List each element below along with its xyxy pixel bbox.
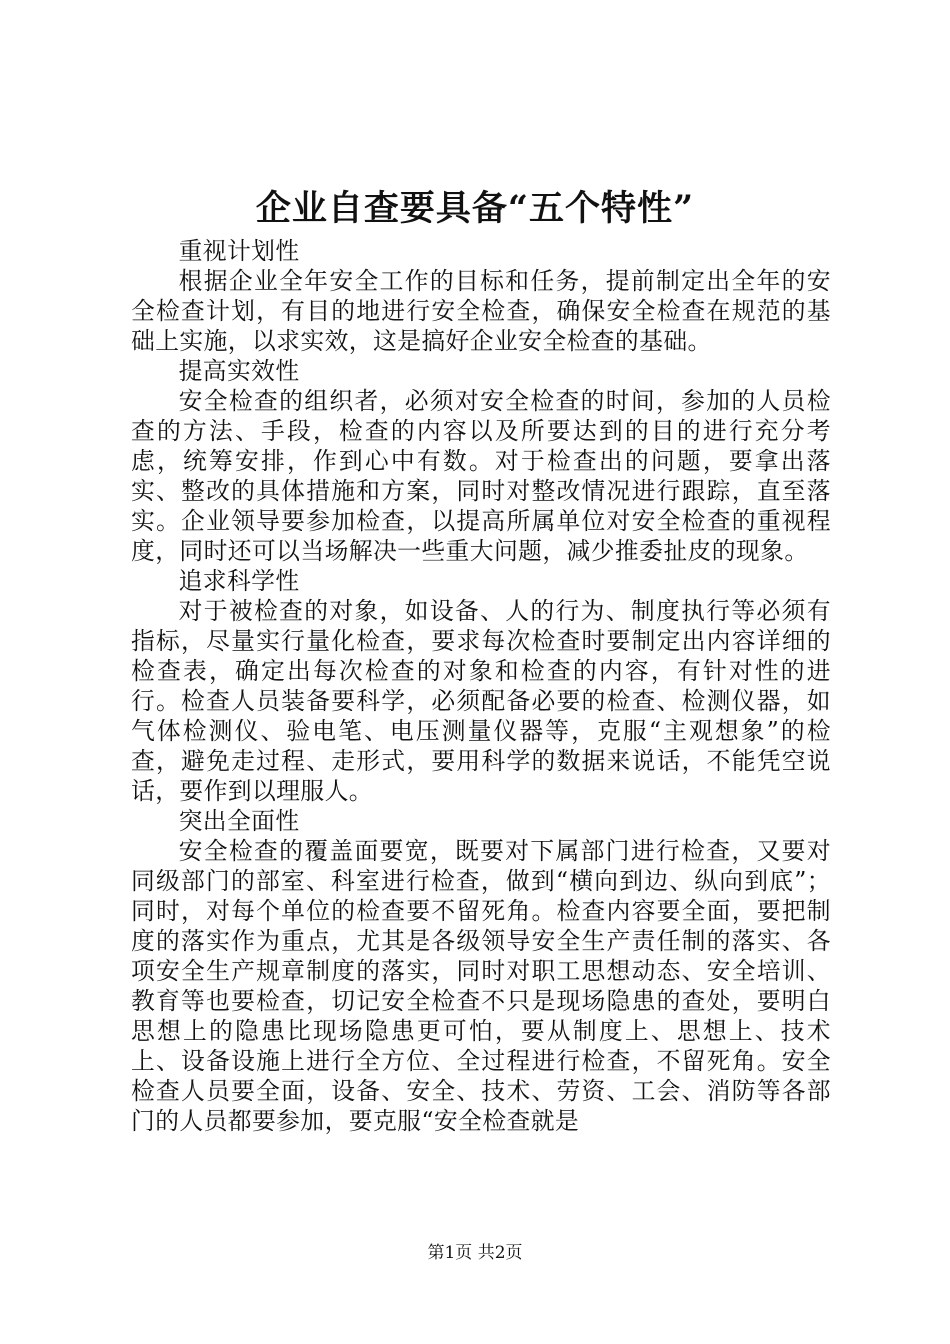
section-heading-effectiveness: 提高实效性 [178, 357, 300, 385]
page-number-footer: 第1页 共2页 [427, 1243, 523, 1263]
page-title: 企业自查要具备“五个特性” [255, 188, 695, 229]
paragraph-planning: 根据企业全年安全工作的目标和任务，提前制定出全年的安全检查计划，有目的地进行安全检查，确保安全检查在规范的基础上实施，以求实效，这是搞好企业安全检查的基础。 [131, 267, 831, 355]
section-heading-scientific: 追求科学性 [178, 567, 300, 595]
paragraph-effectiveness: 安全检查的组织者，必须对安全检查的时间，参加的人员检查的方法、手段，检查的内容以及所要达到的目的进行充分考虑，统筹安排，作到心中有数。对于检查出的问题，要拿出落实、整改的具体措施和方案，同时对整改情况进行跟踪，直至落实。企业领导要参加检查，以提高所属单位对安全检查的重视程度，同时还可以当场解决一些重大问题，减少推委扯皮的现象。 [131, 387, 831, 565]
paragraph-comprehensive: 安全检查的覆盖面要宽，既要对下属部门进行检查，又要对同级部门的部室、科室进行检查，做到“横向到边、纵向到底”；同时，对每个单位的检查要不留死角。检查内容要全面，要把制度的落实作为重点，尤其是各级领导安全生产责任制的落实、各项安全生产规章制度的落实，同时对职工思想动态、安全培训、教育等也要检查，切记安全检查不只是现场隐患的查处，要明白思想上的隐患比现场隐患更可怕，要从制度上、思想上、技术上、设备设施上进行全方位、全过程进行检查，不留死角。安全检查人员要全面，设备、安全、技术、劳资、工会、消防等各部门的人员都要参加，要克服“安全检查就是 [131, 837, 831, 1135]
paragraph-scientific: 对于被检查的对象，如设备、人的行为、制度执行等必须有指标，尽量实行量化检查，要求每次检查时要制定出内容详细的检查表，确定出每次检查的对象和检查的内容，有针对性的进行。检查人员装备要科学，必须配备必要的检查、检测仪器，如气体检测仪、验电笔、电压测量仪器等，克服“主观想象”的检查，避免走过程、走形式，要用科学的数据来说话，不能凭空说话，要作到以理服人。 [131, 597, 831, 805]
section-heading-comprehensive: 突出全面性 [178, 807, 300, 835]
section-heading-planning: 重视计划性 [178, 237, 300, 265]
document-body [131, 236, 831, 1136]
